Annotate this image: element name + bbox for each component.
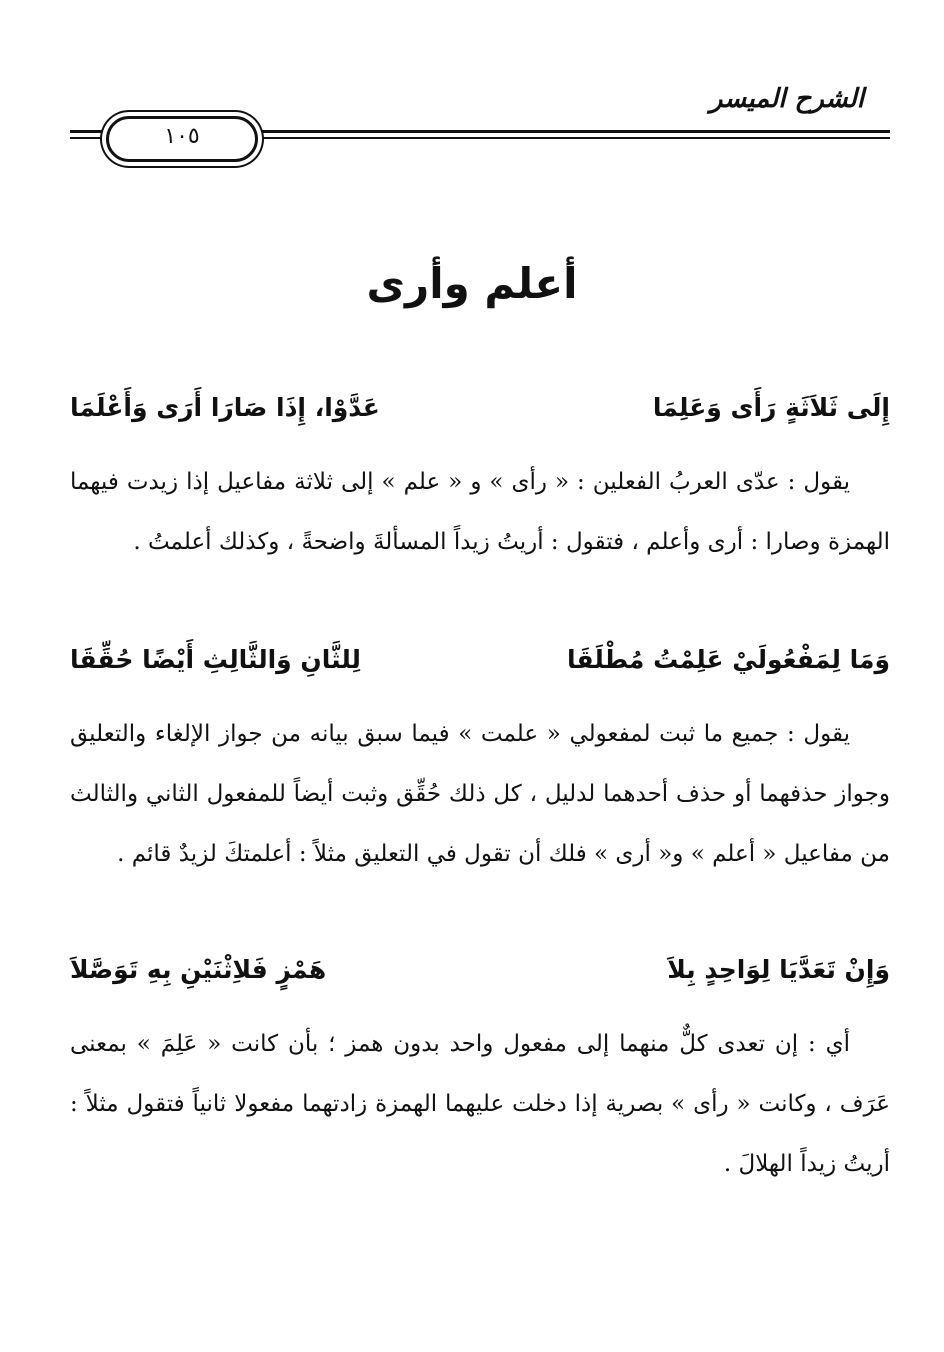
verse-first-hemistich: وَمَا لِمَفْعُولَيْ عَلِمْتُ مُطْلَقَا [566,645,890,674]
page-number-badge [106,116,258,162]
commentary-text: أي : إن تعدى كلٌّ منهما إلى مفعول واحد بدون همز ؛ بأن كانت « عَلِمَ » بمعنى عَرَف ، وكانت « رأى » بصرية إذا دخلت عليهما الهمزة زادتهما مفعولا ثانياً فتقول مثلاً : أريتُ زيداً الهلالَ . [70,1031,890,1177]
verse-line [70,638,890,682]
verse-second-hemistich: لِلثَّانِ وَالثَّالِثِ أَيْضًا حُقِّقَا [70,645,361,674]
commentary-paragraph [70,1014,890,1194]
commentary-paragraph [70,452,890,572]
verse-line [70,948,890,992]
header-rule [70,112,890,162]
verse-second-hemistich: عَدَّوْا، إِذَا صَارَا أَرَى وَأَعْلَمَا [70,393,380,422]
verse-first-hemistich: وَإِنْ تَعَدَّيَا لِوَاحِدٍ بِلاَ [667,955,890,984]
commentary-paragraph [70,704,890,884]
commentary-text: يقول : عدّى العربُ الفعلين : « رأى » و « علم » إلى ثلاثة مفاعيل إذا زيدت فيهما الهمزة وصارا : أرى وأعلم ، فتقول : أريتُ زيداً المسألةَ واضحةً ، وكذلك أعلمتُ . [70,469,890,555]
commentary-text: يقول : جميع ما ثبت لمفعولي « علمت » فيما سبق بيانه من جواز الإلغاء والتعليق وجواز حذفهما أو حذف أحدهما لدليل ، كل ذلك حُقِّق وثبت أيضاً للمفعول الثاني والثالث من مفاعيل « أعلم » و« أرى » فلك أن تقول في التعليق مثلاً : أعلمتكَ لزيدٌ قائم . [70,721,890,867]
running-title: الشرح الميسر [709,84,864,114]
verse-line [70,386,890,430]
verse-first-hemistich: إِلَى ثَلاَثَةٍ رَأَى وَعَلِمَا [652,393,890,422]
verse-second-hemistich: هَمْزٍ فَلاِثْنَيْنِ بِهِ تَوَصَّلاَ [70,955,327,984]
page-number: ١٠٥ [164,124,200,149]
chapter-title: أعلم وأرى [366,259,578,308]
